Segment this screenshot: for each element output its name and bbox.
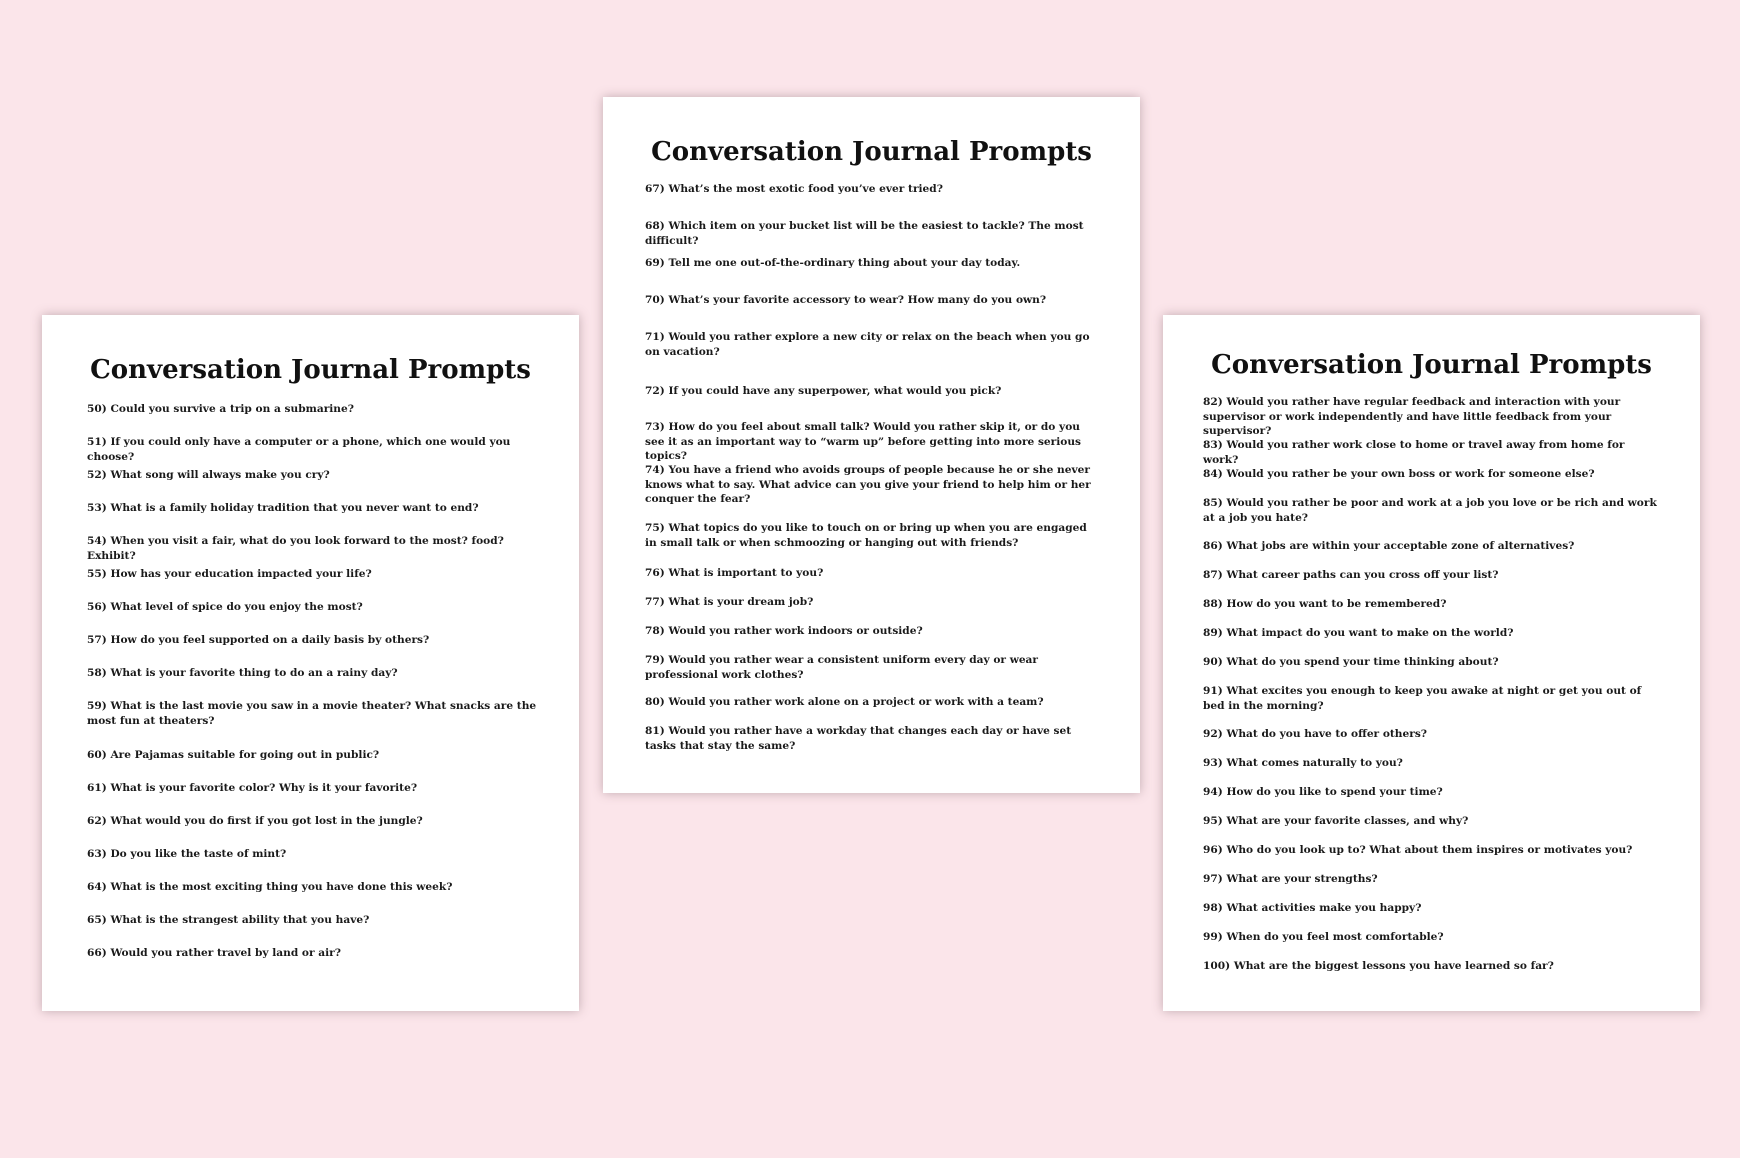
prompt-item: 53) What is a family holiday tradition that you never want to end? [87,502,479,514]
prompt-item: 89) What impact do you want to make on the world? [1203,627,1514,639]
prompt-item: 92) What do you have to offer others? [1203,728,1427,740]
prompt-item: 75) What topics do you like to touch on or bring up when you are engaged in small talk or when schmoozing or hanging out with friends? [645,522,1087,549]
page-title: Conversation Journal Prompts [90,355,531,385]
prompt-item: 68) Which item on your bucket list will be the easiest to tackle? The most difficult? [645,220,1084,247]
prompt-item: 95) What are your favorite classes, and why? [1203,815,1469,827]
prompt-item: 56) What level of spice do you enjoy the most? [87,601,363,613]
prompt-item: 63) Do you like the taste of mint? [87,848,287,860]
prompt-item: 98) What activities make you happy? [1203,902,1422,914]
prompt-item: 76) What is important to you? [645,567,824,579]
prompt-item: 58) What is your favorite thing to do an a rainy day? [87,667,398,679]
prompt-item: 80) Would you rather work alone on a project or work with a team? [645,696,1044,708]
prompt-item: 99) When do you feel most comfortable? [1203,931,1444,943]
journal-page-middle [603,97,1140,793]
prompt-item: 82) Would you rather have regular feedback and interaction with your supervisor or work independently and have little feedback from your supervisor? [1203,396,1621,437]
prompt-item: 96) Who do you look up to? What about them inspires or motivates you? [1203,844,1633,856]
prompt-item: 91) What excites you enough to keep you awake at night or get you out of bed in the morning? [1203,685,1642,712]
prompt-item: 72) If you could have any superpower, what would you pick? [645,385,1002,397]
prompt-item: 73) How do you feel about small talk? Would you rather skip it, or do you see it as an important way to “warm up” before getting into more serious topics? [645,421,1081,462]
prompt-item: 87) What career paths can you cross off your list? [1203,569,1499,581]
prompt-item: 71) Would you rather explore a new city or relax on the beach when you go on vacation? [645,331,1090,358]
prompt-item: 100) What are the biggest lessons you have learned so far? [1203,960,1554,972]
prompt-item: 66) Would you rather travel by land or air? [87,947,341,959]
prompt-item: 85) Would you rather be poor and work at a job you love or be rich and work at a job you hate? [1203,497,1657,524]
prompt-item: 77) What is your dream job? [645,596,814,608]
prompt-item: 62) What would you do first if you got lost in the jungle? [87,815,423,827]
prompt-item: 54) When you visit a fair, what do you look forward to the most? food? Exhibit? [87,535,504,562]
prompt-item: 93) What comes naturally to you? [1203,757,1403,769]
prompt-item: 57) How do you feel supported on a daily basis by others? [87,634,430,646]
journal-page-left [42,315,579,1011]
prompt-item: 52) What song will always make you cry? [87,469,330,481]
prompt-item: 51) If you could only have a computer or a phone, which one would you choose? [87,436,511,463]
prompt-item: 64) What is the most exciting thing you have done this week? [87,881,453,893]
page-title: Conversation Journal Prompts [1211,350,1652,380]
prompt-item: 78) Would you rather work indoors or outside? [645,625,923,637]
prompt-item: 97) What are your strengths? [1203,873,1378,885]
prompt-item: 84) Would you rather be your own boss or work for someone else? [1203,468,1595,480]
journal-page-right [1163,315,1700,1011]
prompt-item: 79) Would you rather wear a consistent uniform every day or wear professional work clothes? [645,654,1039,681]
prompt-item: 74) You have a friend who avoids groups of people because he or she never knows what to say. What advice can you give your friend to help him or her conquer the fear? [645,464,1091,505]
prompt-item: 50) Could you survive a trip on a submarine? [87,403,354,415]
prompt-item: 61) What is your favorite color? Why is it your favorite? [87,782,418,794]
prompt-item: 55) How has your education impacted your life? [87,568,372,580]
prompt-item: 83) Would you rather work close to home or travel away from home for work? [1203,439,1625,466]
prompt-item: 86) What jobs are within your acceptable zone of alternatives? [1203,540,1575,552]
prompt-item: 81) Would you rather have a workday that changes each day or have set tasks that stay the same? [645,725,1072,752]
prompt-item: 69) Tell me one out-of-the-ordinary thing about your day today. [645,257,1021,269]
prompt-item: 90) What do you spend your time thinking about? [1203,656,1499,668]
prompt-item: 59) What is the last movie you saw in a movie theater? What snacks are the most fun at theaters? [87,700,537,727]
prompt-item: 94) How do you like to spend your time? [1203,786,1443,798]
page-title: Conversation Journal Prompts [651,137,1092,167]
prompt-item: 70) What’s your favorite accessory to wear? How many do you own? [645,294,1047,306]
prompt-item: 88) How do you want to be remembered? [1203,598,1447,610]
prompt-item: 60) Are Pajamas suitable for going out in public? [87,749,380,761]
prompt-item: 65) What is the strangest ability that you have? [87,914,370,926]
prompt-item: 67) What’s the most exotic food you’ve ever tried? [645,183,943,195]
